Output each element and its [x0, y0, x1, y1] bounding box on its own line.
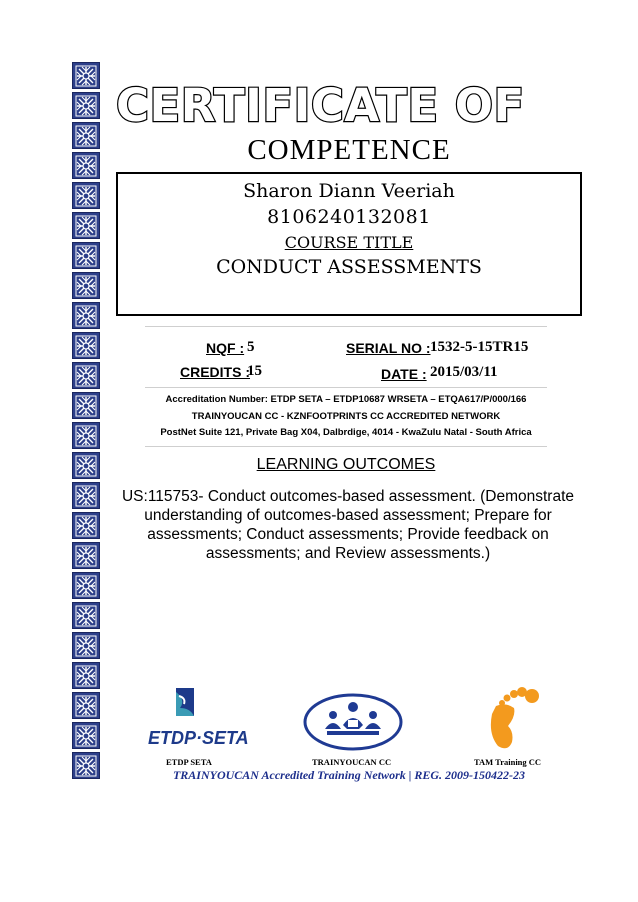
etdp-logo-text: ETDP·SETA: [148, 728, 249, 748]
snowflake-ornament-icon: [72, 662, 100, 689]
nqf-value: 5: [247, 339, 255, 355]
snowflake-ornament-icon: [72, 152, 100, 179]
snowflake-ornament-icon: [72, 92, 100, 119]
snowflake-ornament-icon: [72, 302, 100, 329]
id-number: 8106240132081: [267, 206, 431, 228]
footer-registration: TRAINYOUCAN Accredited Training Network | REG. 2009-150422-23: [172, 768, 526, 782]
snowflake-ornament-icon: [72, 122, 100, 149]
snowflake-ornament-icon: [72, 632, 100, 659]
divider: [145, 326, 547, 327]
snowflake-ornament-icon: [72, 722, 100, 749]
snowflake-ornament-icon: [72, 362, 100, 389]
divider: [145, 446, 547, 447]
trainyoucan-caption: TRAINYOUCAN CC: [312, 757, 392, 767]
serial-label: SERIAL NO :: [346, 340, 431, 356]
etdp-seta-logo: [146, 686, 249, 750]
decorative-border: [72, 62, 102, 779]
course-title: CONDUCT ASSESSMENTS: [216, 256, 482, 278]
snowflake-ornament-icon: [72, 692, 100, 719]
course-title-label: COURSE TITLE: [284, 233, 414, 252]
snowflake-ornament-icon: [72, 182, 100, 209]
snowflake-ornament-icon: [72, 62, 100, 89]
date-value: 2015/03/11: [430, 364, 498, 380]
trainyoucan-logo: [303, 693, 403, 751]
snowflake-ornament-icon: [72, 572, 100, 599]
certificate-title: CERTIFICATE OF: [116, 79, 525, 132]
tam-training-logo: [480, 686, 542, 752]
snowflake-ornament-icon: [72, 242, 100, 269]
certificate-subtitle: COMPETENCE: [247, 134, 451, 166]
accreditation-network: TRAINYOUCAN CC - KZNFOOTPRINTS CC ACCREDITED NETWORK: [191, 411, 501, 422]
snowflake-ornament-icon: [72, 422, 100, 449]
etdp-caption: ETDP SETA: [166, 757, 212, 767]
accreditation-address: PostNet Suite 121, Private Bag X04, Dalbrdige, 4014 - KwaZulu Natal - South Africa: [160, 427, 532, 438]
snowflake-ornament-icon: [72, 482, 100, 509]
recipient-box: [116, 172, 582, 316]
snowflake-ornament-icon: [72, 752, 100, 779]
learning-outcomes-heading: LEARNING OUTCOMES: [256, 456, 436, 473]
tam-caption: TAM Training CC: [474, 757, 542, 767]
accreditation-line: Accreditation Number: ETDP SETA – ETDP10687 WRSETA – ETQA617/P/000/166: [165, 394, 527, 405]
credits-label: CREDITS :: [180, 364, 250, 380]
holder-name: Sharon Diann Veeriah: [243, 180, 455, 202]
divider: [145, 387, 547, 388]
snowflake-ornament-icon: [72, 602, 100, 629]
snowflake-ornament-icon: [72, 212, 100, 239]
snowflake-ornament-icon: [72, 332, 100, 359]
serial-value: 1532-5-15TR15: [430, 339, 529, 355]
credits-value: 15: [247, 363, 262, 379]
nqf-label: NQF :: [206, 340, 245, 356]
snowflake-ornament-icon: [72, 272, 100, 299]
date-label: DATE :: [381, 366, 427, 382]
snowflake-ornament-icon: [72, 542, 100, 569]
snowflake-ornament-icon: [72, 512, 100, 539]
snowflake-ornament-icon: [72, 452, 100, 479]
learning-outcomes-text: US:115753- Conduct outcomes-based assessment. (Demonstrate understanding of outcomes-based assessment; Prepare for assessments; Conduct assessments; Provide feedback on assessments; and Review assessments.): [121, 488, 575, 562]
snowflake-ornament-icon: [72, 392, 100, 419]
